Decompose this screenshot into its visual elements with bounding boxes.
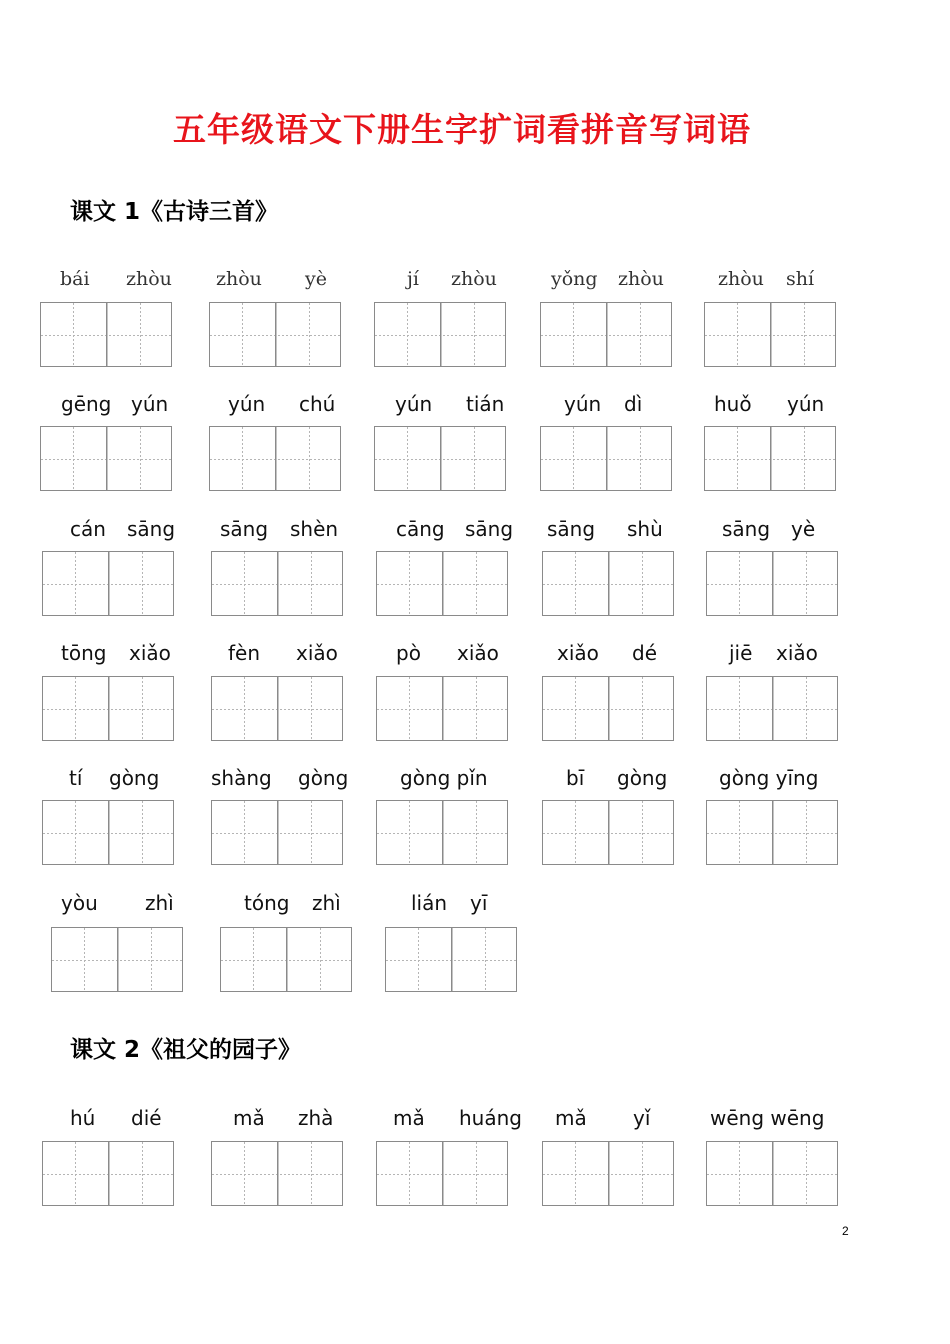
pinyin: xiǎo [557, 641, 599, 665]
writing-box[interactable] [211, 1141, 343, 1206]
pinyin: huǒ [714, 392, 752, 416]
pinyin: sāng [220, 517, 269, 541]
pinyin: fèn [228, 641, 261, 665]
pinyin: gòng pǐn [400, 766, 488, 790]
pinyin: huáng [459, 1106, 522, 1130]
pinyin: mǎ [393, 1106, 425, 1130]
pinyin: gēng [61, 392, 112, 416]
pinyin: zhòu [618, 268, 664, 290]
writing-box[interactable] [706, 800, 838, 865]
pinyin: mǎ [233, 1106, 265, 1130]
pinyin: wēng wēng [710, 1106, 825, 1130]
writing-box[interactable] [376, 1141, 508, 1206]
writing-box[interactable] [42, 551, 174, 616]
writing-box[interactable] [706, 551, 838, 616]
writing-box[interactable] [706, 1141, 838, 1206]
writing-box[interactable] [209, 302, 341, 367]
writing-box[interactable] [40, 426, 172, 491]
pinyin: zhì [145, 891, 174, 915]
pinyin: tōng [61, 641, 107, 665]
pinyin: yún [131, 392, 169, 416]
writing-box[interactable] [51, 927, 183, 992]
pinyin: xiǎo [457, 641, 499, 665]
pinyin: zhà [298, 1106, 334, 1130]
pinyin: hú [70, 1106, 96, 1130]
writing-box[interactable] [376, 676, 508, 741]
pinyin: yǒng [551, 268, 598, 290]
pinyin: yè [791, 517, 816, 541]
pinyin: yún [228, 392, 266, 416]
lesson-1-heading: 课文 1《古诗三首》 [70, 199, 279, 225]
writing-box[interactable] [40, 302, 172, 367]
writing-box[interactable] [542, 551, 674, 616]
pinyin: sāng [127, 517, 176, 541]
pinyin: cāng [396, 517, 445, 541]
pinyin: mǎ [555, 1106, 587, 1130]
pinyin: lián [411, 891, 448, 915]
writing-box[interactable] [704, 426, 836, 491]
writing-box[interactable] [540, 426, 672, 491]
writing-box[interactable] [376, 800, 508, 865]
writing-box[interactable] [211, 800, 343, 865]
pinyin: yún [395, 392, 433, 416]
pinyin: shí [786, 268, 815, 290]
pinyin: cán [70, 517, 106, 541]
writing-box[interactable] [211, 551, 343, 616]
pinyin: dé [632, 641, 657, 665]
pinyin: yòu [61, 891, 98, 915]
pinyin: yún [787, 392, 825, 416]
pinyin: sāng [465, 517, 514, 541]
pinyin: jiē [729, 641, 753, 665]
pinyin: shù [627, 517, 663, 541]
pinyin: shèn [290, 517, 339, 541]
page-number: 2 [842, 1224, 849, 1238]
pinyin: chú [299, 392, 336, 416]
writing-box[interactable] [42, 1141, 174, 1206]
pinyin: bái [60, 268, 90, 290]
pinyin: zhòu [126, 268, 172, 290]
pinyin: zhòu [216, 268, 262, 290]
writing-box[interactable] [220, 927, 352, 992]
pinyin: xiǎo [296, 641, 338, 665]
writing-box[interactable] [376, 551, 508, 616]
writing-box[interactable] [542, 1141, 674, 1206]
writing-box[interactable] [42, 800, 174, 865]
pinyin: yǐ [633, 1106, 651, 1130]
pinyin: zhòu [718, 268, 764, 290]
writing-box[interactable] [542, 676, 674, 741]
writing-box[interactable] [706, 676, 838, 741]
pinyin: shàng [211, 766, 272, 790]
pinyin: jí [407, 268, 419, 290]
pinyin: gòng [617, 766, 668, 790]
writing-box[interactable] [374, 426, 506, 491]
lesson-2-heading: 课文 2《祖父的园子》 [70, 1037, 302, 1063]
pinyin: zhì [312, 891, 341, 915]
pinyin: yè [305, 268, 327, 290]
pinyin: sāng [722, 517, 771, 541]
pinyin: yī [470, 891, 488, 915]
pinyin: tóng [244, 891, 290, 915]
writing-box[interactable] [704, 302, 836, 367]
pinyin: dié [131, 1106, 162, 1130]
pinyin: gòng yīng [719, 766, 819, 790]
pinyin: tí [69, 766, 83, 790]
pinyin: gòng [298, 766, 349, 790]
pinyin: sāng [547, 517, 596, 541]
writing-box[interactable] [211, 676, 343, 741]
writing-box[interactable] [385, 927, 517, 992]
writing-box[interactable] [42, 676, 174, 741]
pinyin: gòng [109, 766, 160, 790]
pinyin: yún [564, 392, 602, 416]
pinyin: xiǎo [776, 641, 818, 665]
pinyin: zhòu [451, 268, 497, 290]
writing-box[interactable] [374, 302, 506, 367]
pinyin: pò [396, 641, 421, 665]
writing-box[interactable] [209, 426, 341, 491]
pinyin: bī [566, 766, 585, 790]
writing-box[interactable] [542, 800, 674, 865]
pinyin: xiǎo [129, 641, 171, 665]
pinyin: dì [624, 392, 643, 416]
writing-box[interactable] [540, 302, 672, 367]
pinyin: tián [466, 392, 505, 416]
page-title: 五年级语文下册生字扩词看拼音写词语 [173, 110, 751, 149]
